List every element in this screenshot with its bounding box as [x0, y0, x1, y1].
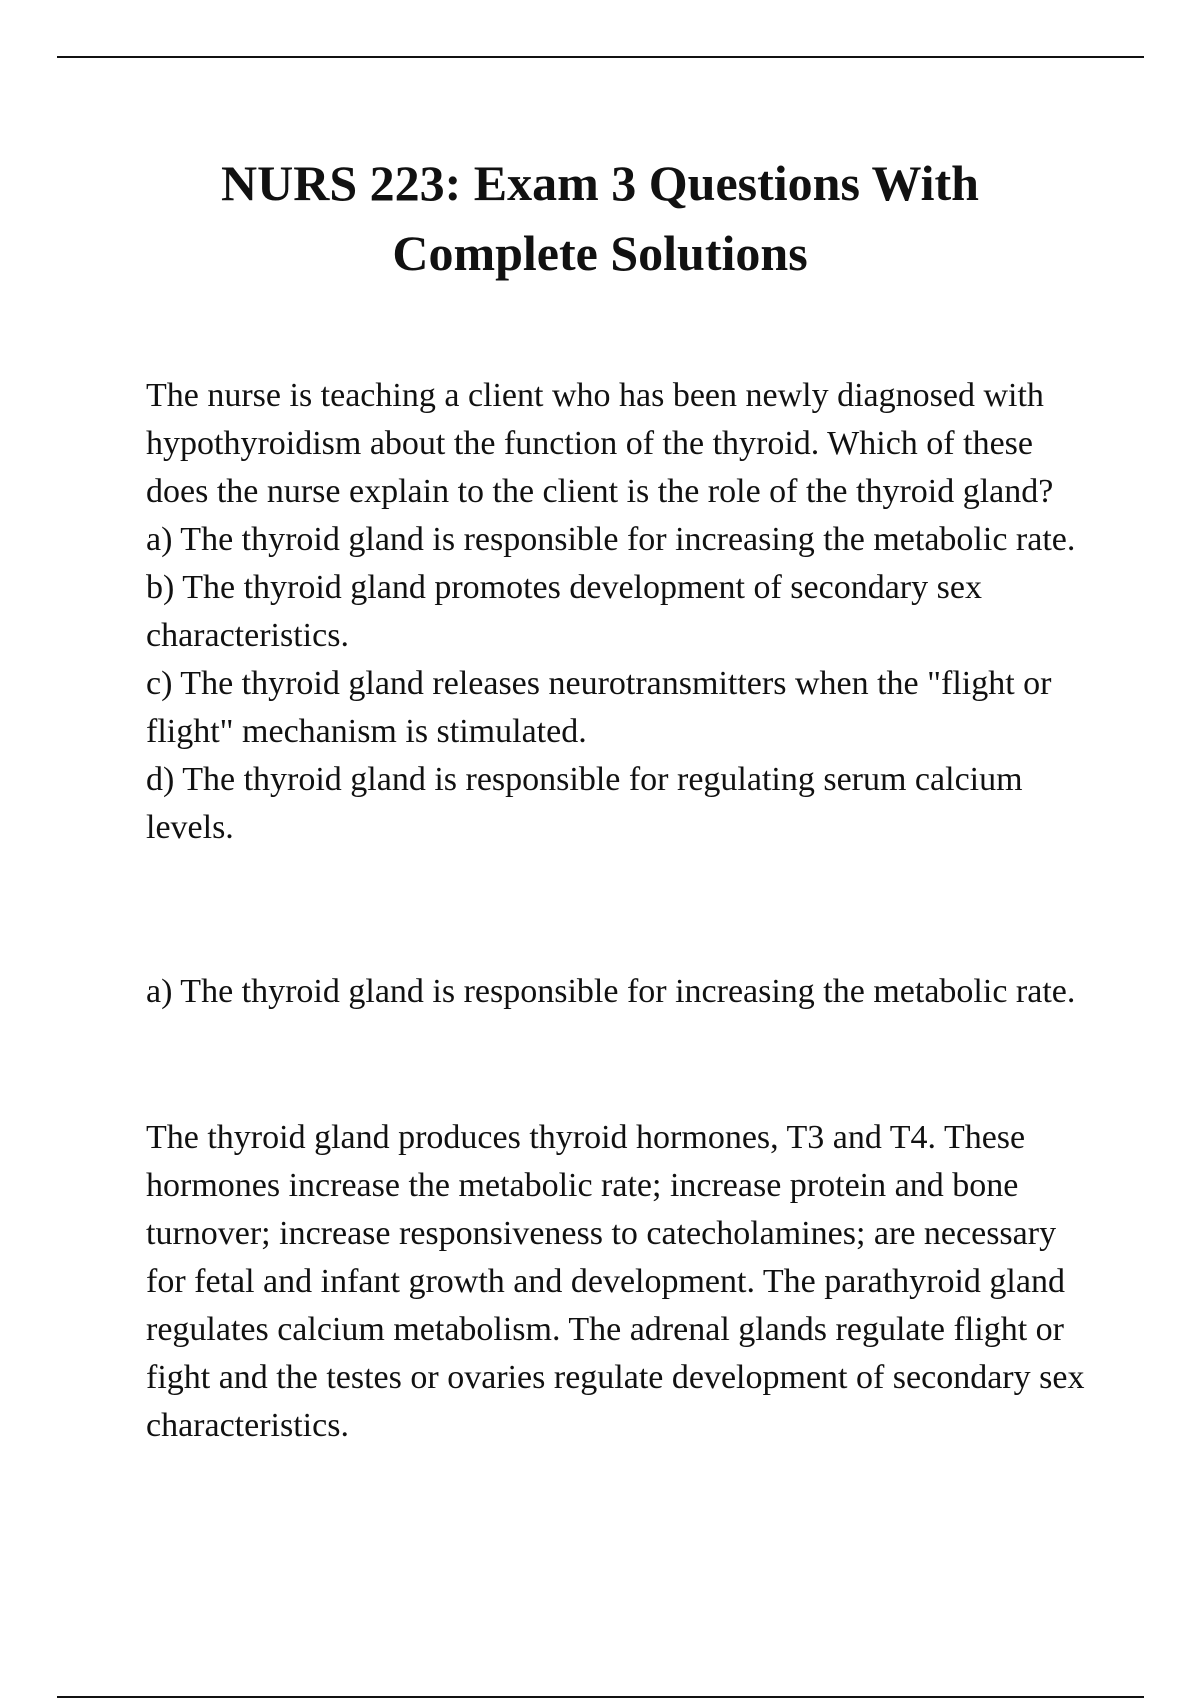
option-b: b) The thyroid gland promotes development of secondary sex characteristics.	[146, 569, 982, 654]
rationale-block	[146, 1114, 1096, 1450]
top-divider	[57, 56, 1144, 58]
option-c: c) The thyroid gland releases neurotransmitters when the "flight or flight" mechanism is stimulated.	[146, 665, 1052, 750]
question-block	[146, 372, 1096, 852]
question-stem: The nurse is teaching a client who has been newly diagnosed with hypothyroidism about the function of the thyroid. Which of these does the nurse explain to the client is the role of the thyroid gland?	[146, 377, 1054, 510]
option-d: d) The thyroid gland is responsible for regulating serum calcium levels.	[146, 761, 1023, 846]
option-a: a) The thyroid gland is responsible for increasing the metabolic rate.	[146, 521, 1076, 558]
answer-options	[146, 516, 1096, 852]
answer-block	[146, 968, 1096, 1016]
title-line-2: Complete Solutions	[392, 225, 808, 281]
correct-answer: a) The thyroid gland is responsible for increasing the metabolic rate.	[146, 973, 1076, 1010]
document-title	[100, 148, 1100, 288]
rationale-text: The thyroid gland produces thyroid hormones, T3 and T4. These hormones increase the metabolic rate; increase protein and bone turnover; increase responsiveness to catecholamines; are necessary for fetal and infant growth and development. The parathyroid gland regulates calcium metabolism. The adrenal glands regulate flight or fight and the testes or ovaries regulate development of secondary sex characteristics.	[146, 1119, 1085, 1444]
title-line-1: NURS 223: Exam 3 Questions With	[221, 155, 979, 211]
bottom-divider	[57, 1696, 1144, 1698]
